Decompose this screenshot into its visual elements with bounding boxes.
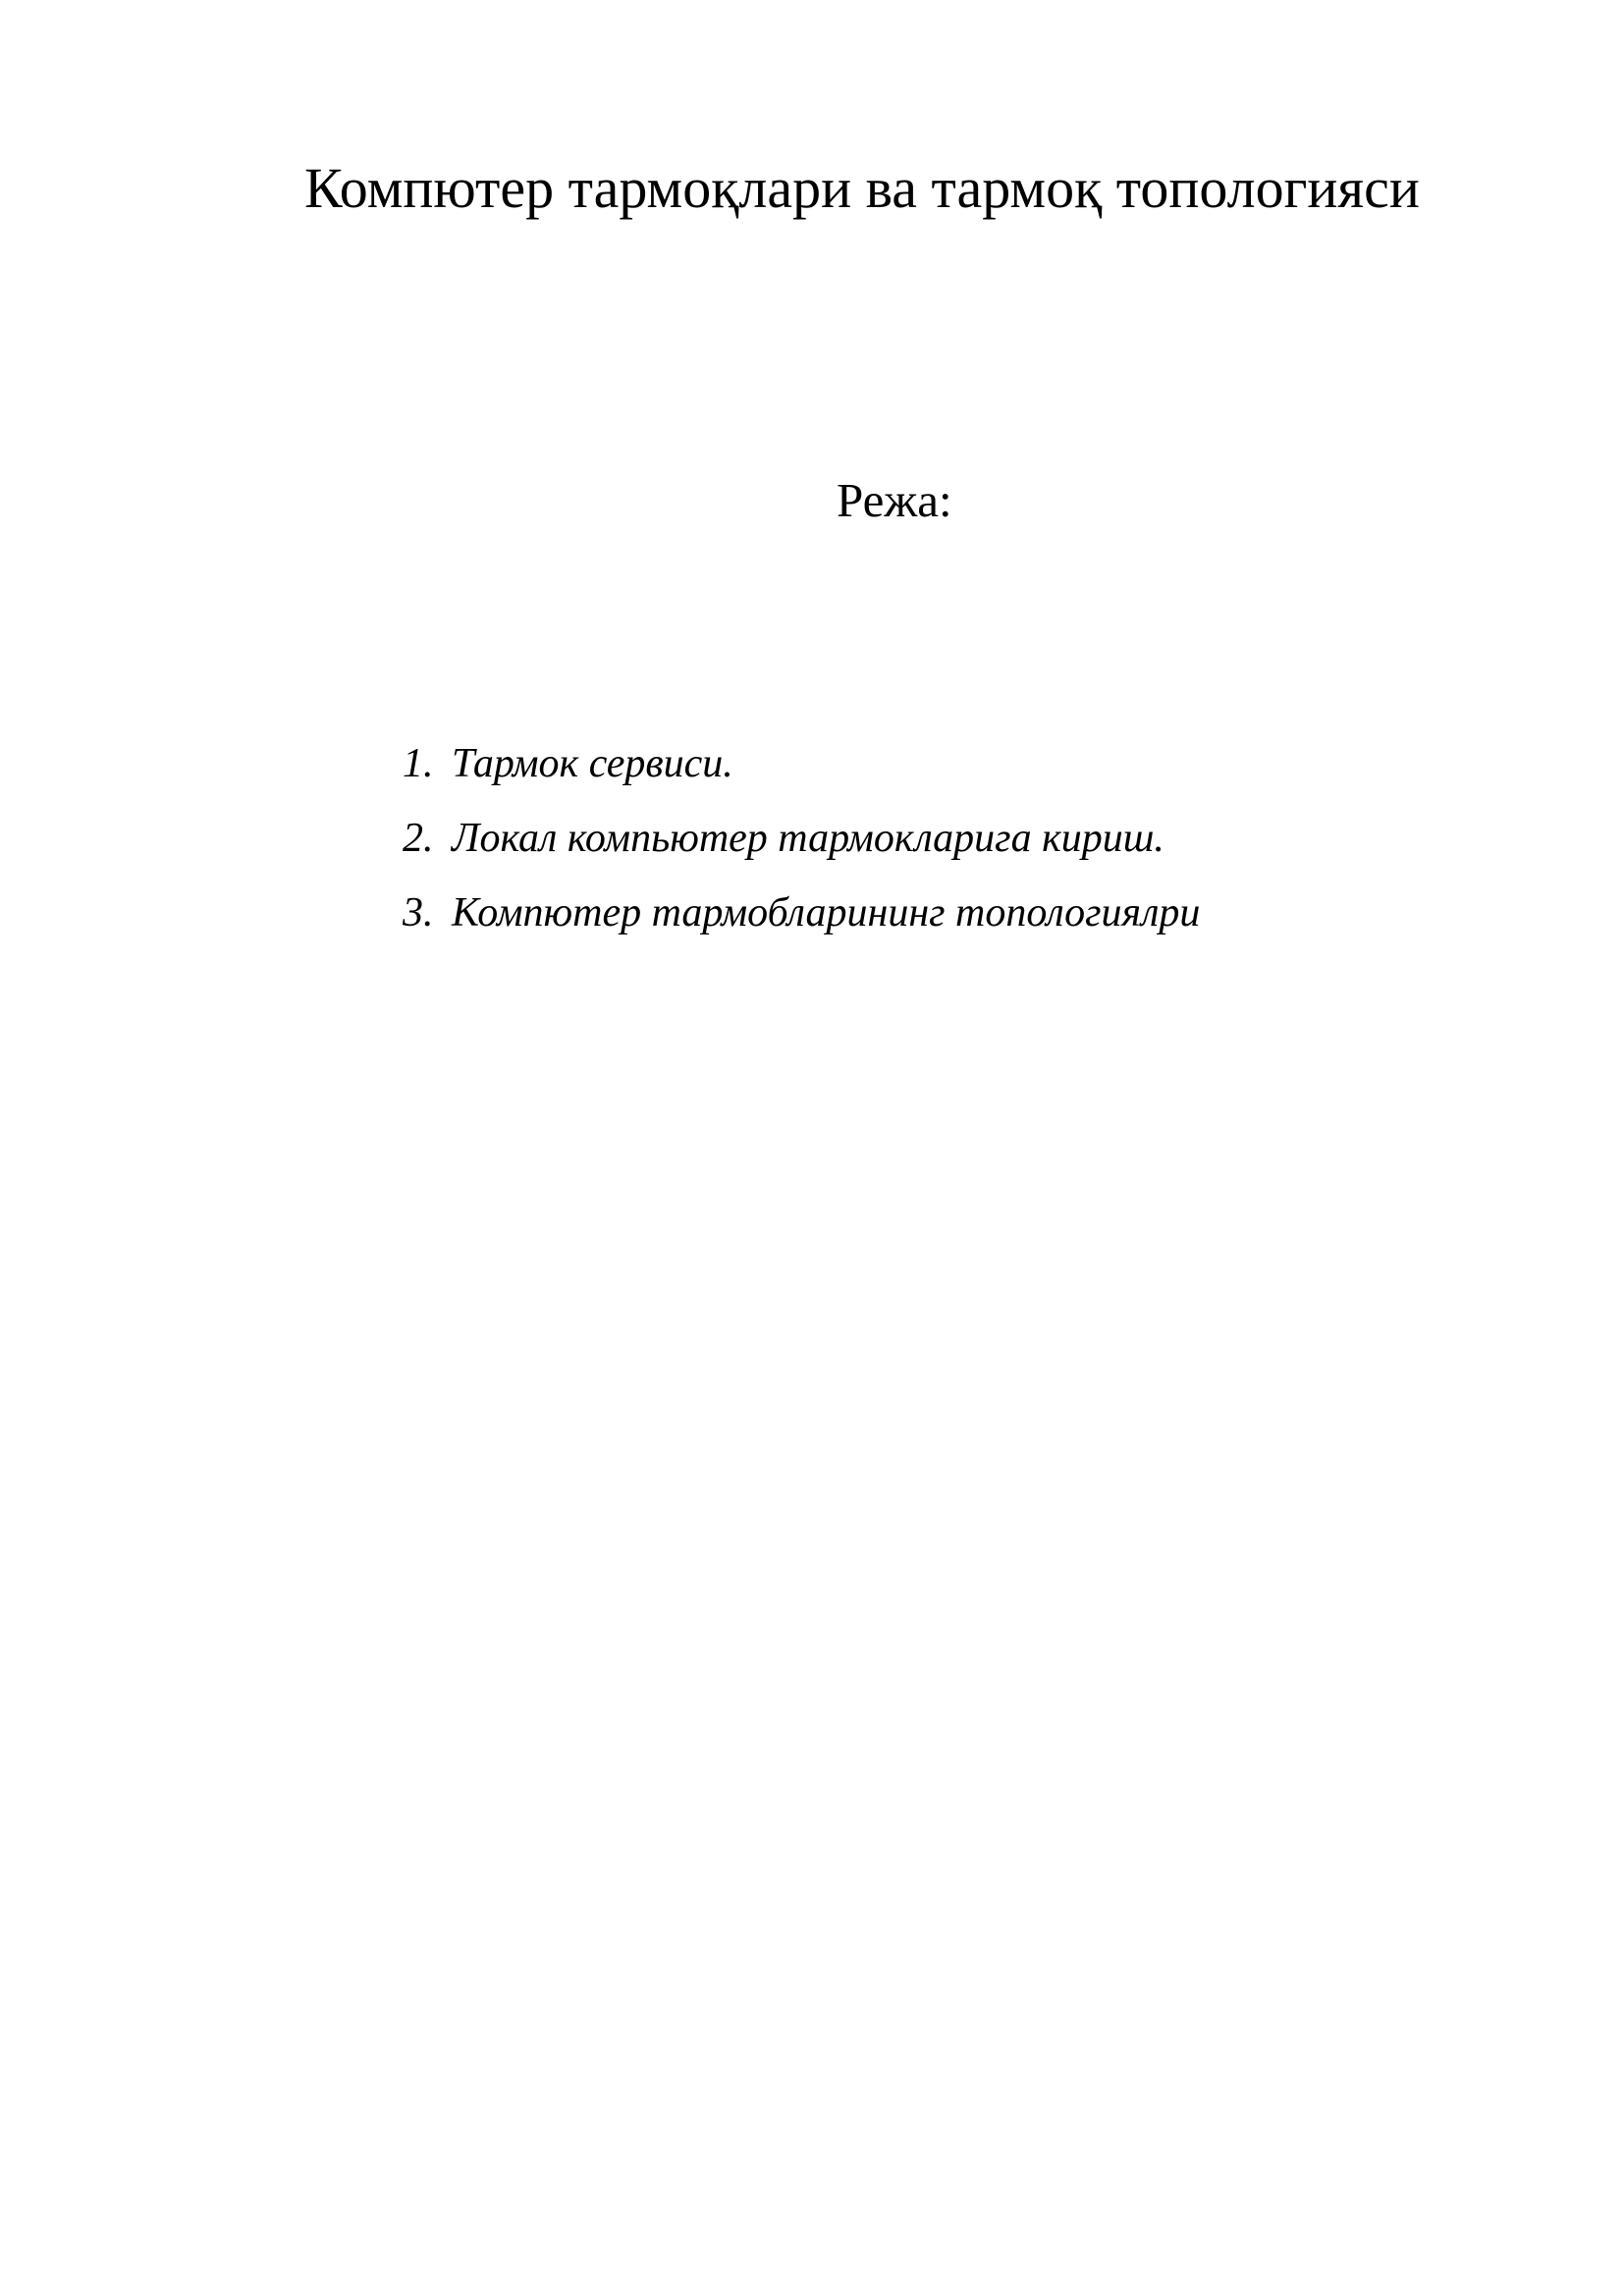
plan-item-text: Локал компьютер тармокларига кириш. — [452, 816, 1164, 861]
plan-item-number: 1. — [403, 741, 434, 786]
plan-item-number: 2. — [403, 816, 434, 861]
plan-item-text: Тармок сервиси. — [452, 741, 733, 786]
plan-item — [403, 726, 1200, 801]
plan-heading: Режа: — [837, 473, 952, 527]
plan-item-text: Компютер тармобларининг топологиялри — [452, 890, 1201, 935]
plan-item — [403, 876, 1200, 950]
plan-item-number: 3. — [403, 890, 434, 935]
plan-list — [403, 726, 1200, 950]
plan-item — [403, 801, 1200, 876]
document-title: Компютер тармоқлари ва тармоқ топологияси — [304, 156, 1420, 220]
